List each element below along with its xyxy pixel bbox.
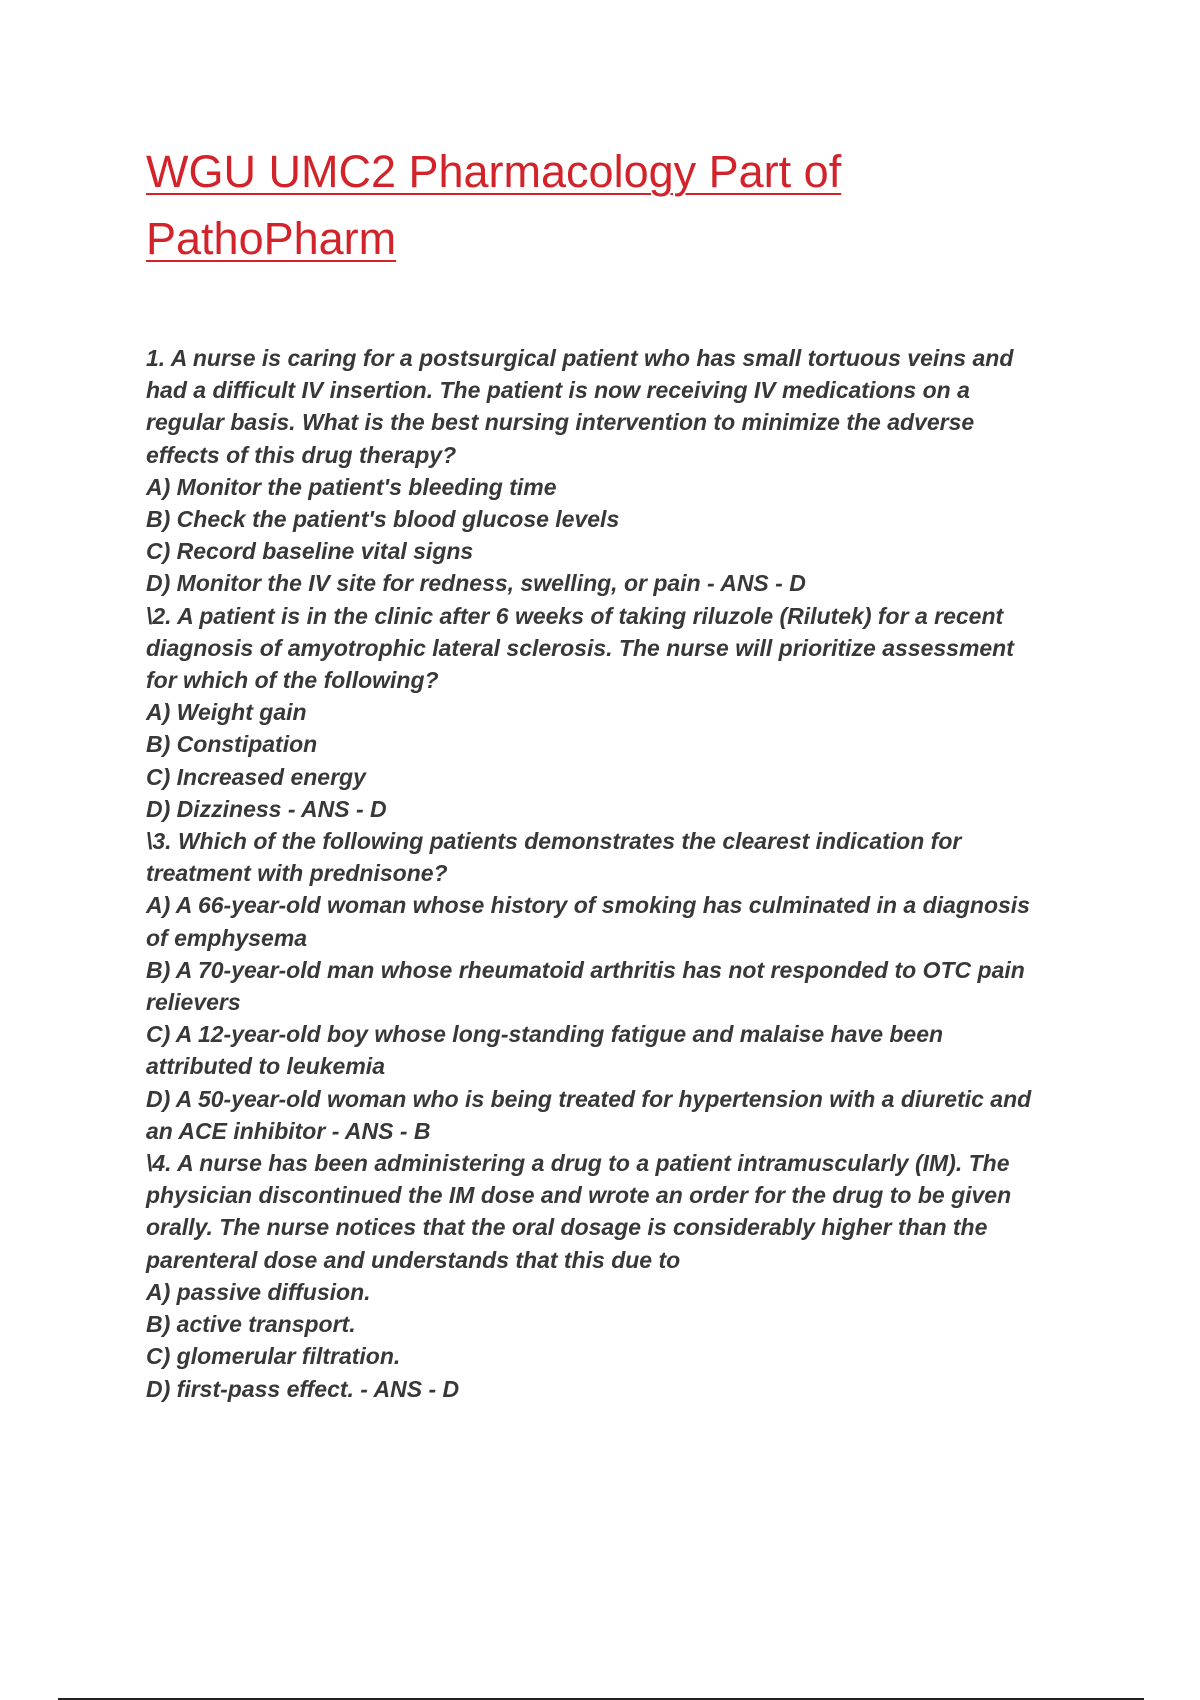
text-line: effects of this drug therapy? (146, 441, 457, 468)
text-line: parenteral dose and understands that this due to (146, 1246, 681, 1273)
answer-option: D) first-pass effect. - ANS - D (146, 1375, 460, 1402)
answer-option: C) Increased energy (146, 763, 366, 790)
answer-option: C) Record baseline vital signs (146, 538, 474, 565)
answer-option: attributed to leukemia (146, 1053, 385, 1080)
title-line-1: WGU UMC2 Pharmacology Part of (146, 146, 842, 197)
answer-option: C) A 12-year-old boy whose long-standing fatigue and malaise have been (146, 1021, 944, 1048)
question-list (146, 342, 1106, 1405)
answer-option: B) A 70-year-old man whose rheumatoid arthritis has not responded to OTC pain (146, 956, 1025, 983)
text-line: \2. A patient is in the clinic after 6 weeks of taking riluzole (Rilutek) for a recent (146, 602, 1004, 629)
text-line: \3. Which of the following patients demonstrates the clearest indication for (146, 828, 962, 855)
text-line: physician discontinued the IM dose and wrote an order for the drug to be given (146, 1182, 1012, 1209)
answer-option: B) Check the patient's blood glucose levels (146, 506, 620, 533)
answer-option: A) passive diffusion. (146, 1278, 371, 1305)
text-line: regular basis. What is the best nursing intervention to minimize the adverse (146, 409, 975, 436)
text-line: for which of the following? (146, 667, 439, 694)
text-line: diagnosis of amyotrophic lateral sclerosis. The nurse will prioritize assessment (146, 634, 1014, 661)
title-line-2: PathoPharm (146, 213, 397, 264)
answer-option: an ACE inhibitor - ANS - B (146, 1117, 431, 1144)
answer-option: C) glomerular filtration. (146, 1343, 401, 1370)
answer-option: D) Monitor the IV site for redness, swelling, or pain - ANS - D (146, 570, 806, 597)
answer-option: relievers (146, 989, 241, 1016)
answer-option: D) A 50-year-old woman who is being treated for hypertension with a diuretic and (146, 1085, 1032, 1112)
answer-option: of emphysema (146, 924, 308, 951)
text-line: had a difficult IV insertion. The patient is now receiving IV medications on a (146, 377, 970, 404)
text-line: treatment with prednisone? (146, 860, 448, 887)
answer-option: A) Weight gain (146, 699, 307, 726)
answer-option: A) Monitor the patient's bleeding time (146, 473, 557, 500)
answer-option: D) Dizziness - ANS - D (146, 795, 387, 822)
text-line: \4. A nurse has been administering a drug to a patient intramuscularly (IM). The (146, 1150, 1010, 1177)
answer-option: A) A 66-year-old woman whose history of smoking has culminated in a diagnosis (146, 892, 1030, 919)
document-title (146, 138, 1106, 272)
text-line: 1. A nurse is caring for a postsurgical patient who has small tortuous veins and (146, 345, 1014, 371)
text-line: orally. The nurse notices that the oral dosage is considerably higher than the (146, 1214, 988, 1241)
answer-option: B) Constipation (146, 731, 318, 758)
answer-option: B) active transport. (146, 1311, 356, 1338)
